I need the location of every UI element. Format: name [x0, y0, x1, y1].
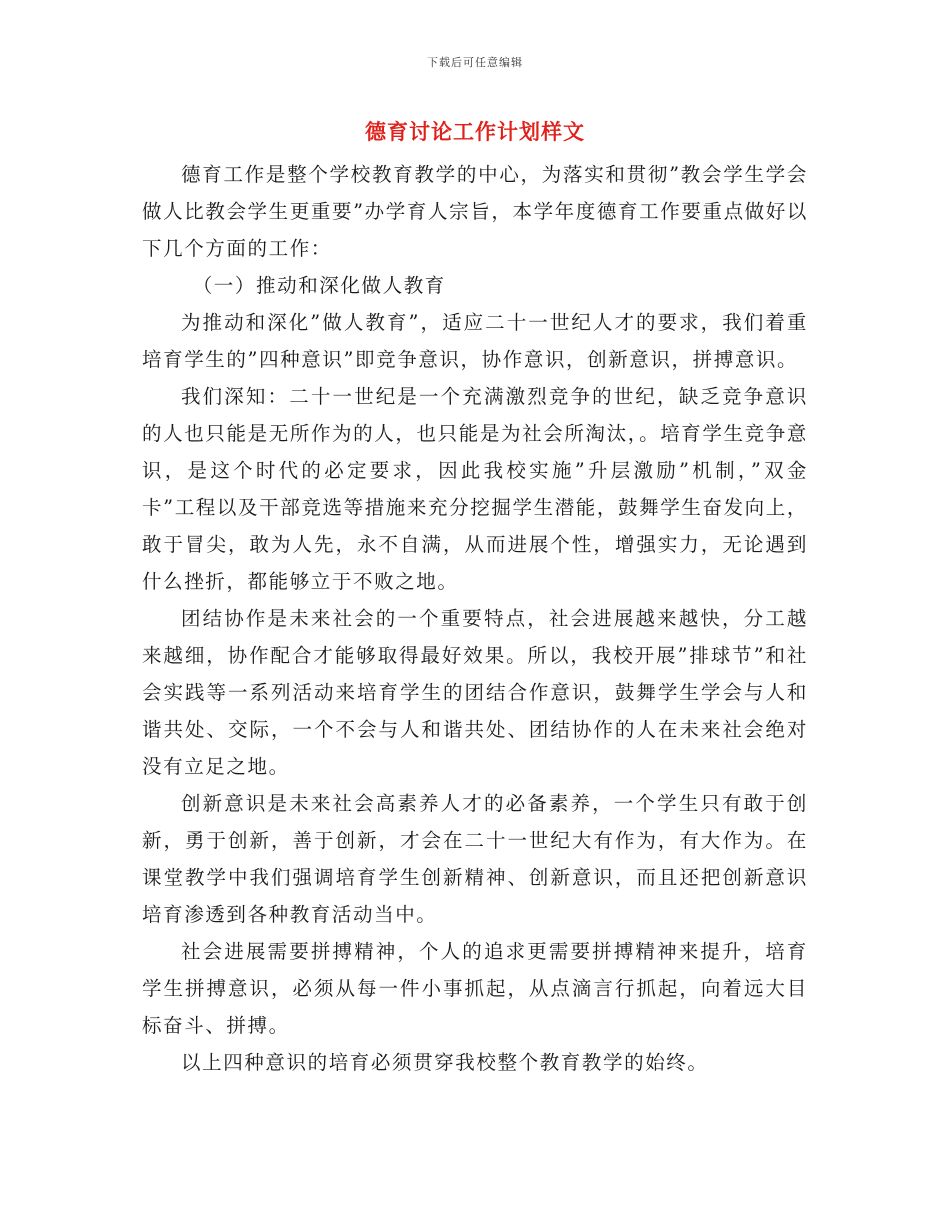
- document-body: [142, 156, 808, 1081]
- paragraph-four-awareness: 为推动和深化”做人教育”，适应二十一世纪人才的要求，我们着重培育学生的”四种意识”即竞争意识，协作意识，创新意识，拼搏意识。: [142, 311, 808, 371]
- paragraph-conclusion: 以上四种意识的培育必须贯穿我校整个教育教学的始终。: [181, 1051, 709, 1074]
- paragraph-innovation: 创新意识是未来社会高素养人才的必备素养，一个学生只有敢于创新，勇于创新，善于创新，才会在二十一世纪大有作为，有大作为。在课堂教学中我们强调培育学生创新精神、创新意识，而且还把创新意识培育渗透到各种教育活动当中。: [142, 792, 808, 926]
- paragraph-cooperation: 团结协作是未来社会的一个重要特点，社会进展越来越快，分工越来越细，协作配合才能够取得最好效果。所以，我校开展”排球节”和社会实践等一系列活动来培育学生的团结合作意识，鼓舞学生学会与人和谐共处、交际，一个不会与人和谐共处、团结协作的人在未来社会绝对没有立足之地。: [142, 607, 808, 778]
- paragraph-competition: 我们深知：二十一世纪是一个充满激烈竞争的世纪，缺乏竞争意识的人也只能是无所作为的人，也只能是为社会所淘汰，。培育学生竞争意识，是这个时代的必定要求，因此我校实施”升层激励”机制，”双金卡”工程以及干部竞选等措施来充分挖掘学生潜能，鼓舞学生奋发向上，敢于冒尖，敢为人先，永不自满，从而进展个性，增强实力，无论遇到什么挫折，都能够立于不败之地。: [142, 385, 808, 593]
- section-heading: （一）推动和深化做人教育: [192, 274, 446, 297]
- paragraph-striving: 社会进展需要拼搏精神，个人的追求更需要拼搏精神来提升，培育学生拼搏意识，必须从每一件小事抓起，从点滴言行抓起，向着远大目标奋斗、拼搏。: [142, 940, 808, 1037]
- intro-paragraph: 德育工作是整个学校教育教学的中心，为落实和贯彻”教会学生学会做人比教会学生更重要”办学育人宗旨，本学年度德育工作要重点做好以下几个方面的工作：: [142, 163, 808, 260]
- header-note: 下载后可任意编辑: [427, 56, 523, 69]
- document-title: 德育讨论工作计划样文: [365, 119, 585, 144]
